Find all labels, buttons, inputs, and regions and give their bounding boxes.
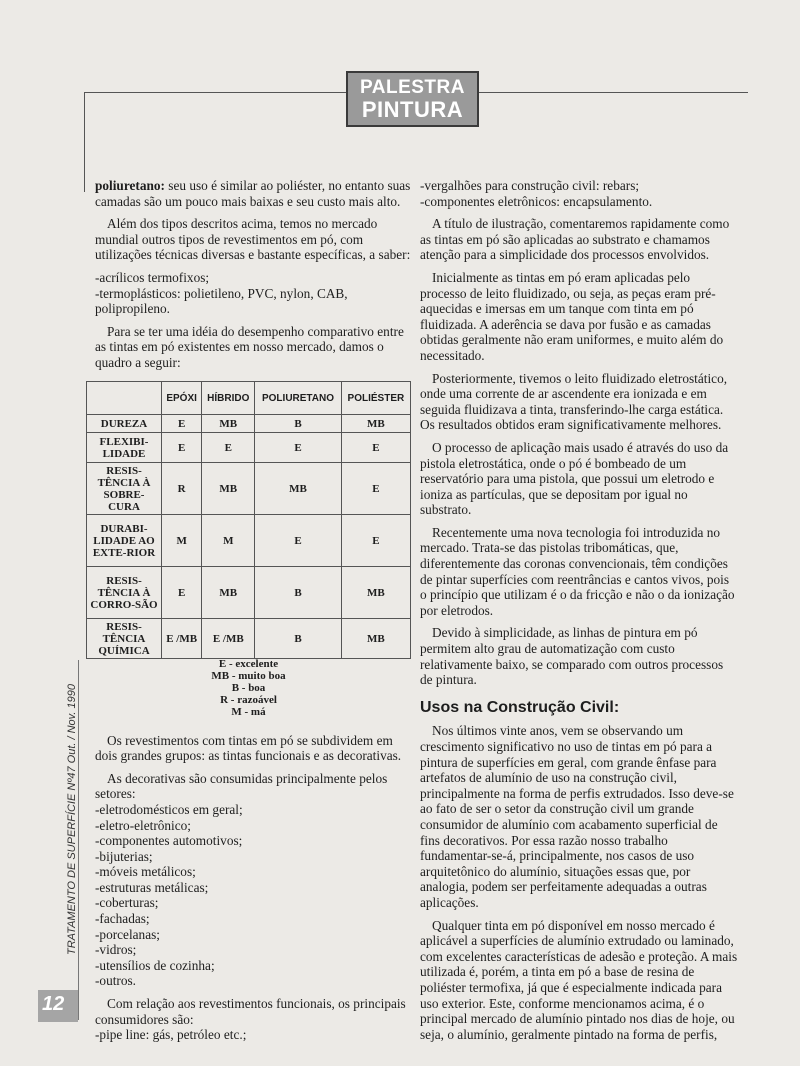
- legend-item: R - razoável: [220, 694, 277, 706]
- table-row: [87, 415, 411, 433]
- paragraph: Os revestimentos com tintas em pó se subdividem em dois grandes grupos: as tintas funcionais e as decorativas.: [95, 732, 402, 764]
- table-cell: M: [162, 515, 202, 567]
- table-cell: MB: [202, 567, 255, 619]
- table-header-row: [87, 382, 411, 415]
- list-item: -estruturas metálicas;: [95, 879, 209, 895]
- paragraph: A título de ilustração, comentaremos rapidamente como as tintas em pó são aplicadas ao substrato e chamamos atenção para a simplicidade dos processos envolvidos.: [420, 216, 730, 263]
- paragraph: Qualquer tinta em pó disponível em nosso mercado é aplicável a superfícies de alumínio extrudado ou laminado, com excelentes características de adesão e proteção. A mais utilizada é, porém, a tinta em pó a base de resina de poliéster termofixa, já que é especialmente indicada para uso exterior. Este, conforme mencionamos acima, é o principal mercado de alumínio pintado nos dias de hoje, ou seja, o alumínio, geralmente pintado na forma de perfis,: [420, 917, 738, 1042]
- table-cell: MB: [341, 619, 410, 659]
- table-cell: B: [255, 619, 341, 659]
- table-cell: E: [162, 415, 202, 433]
- row-header: RESIS-TÊNCIA À SOBRE-CURA: [87, 463, 162, 515]
- section-tag-line2: PINTURA: [361, 97, 464, 122]
- table-cell: E: [341, 463, 410, 515]
- paragraph: Recentemente uma nova tecnologia foi introduzida no mercado. Trata-se das pistolas tribomáticas, que, diferentemente das coronas convencionais, têm condições de pintar superfícies com reentrâncias e cantos vivos, pois o princípio que utilizam é o da fricção e não o da ionização por eletrodos.: [420, 524, 735, 618]
- table-row: [87, 619, 411, 659]
- table-cell: R: [162, 463, 202, 515]
- paragraph: Posteriormente, tivemos o leito fluidizado eletrostático, onde uma corrente de ar ascendente era ionizada e em seguida fluidizava a tinta, transferindo-lhe carga estática. Os resultados obtidos eram significativamente melhores.: [420, 370, 728, 433]
- paragraph: Com relação aos revestimentos funcionais, os principais consumidores são:: [95, 996, 406, 1027]
- list-item: -pipe line: gás, petróleo etc.;: [95, 1027, 247, 1043]
- table-cell: MB: [202, 415, 255, 433]
- list-item: -eletro-eletrônico;: [95, 817, 191, 833]
- row-header: RESIS-TÊNCIA À CORRO-SÃO: [87, 567, 162, 619]
- table-cell: E: [341, 433, 410, 463]
- table-cell: E: [202, 433, 255, 463]
- list-item: -utensílios de cozinha;: [95, 957, 215, 973]
- list-item: -porcelanas;: [95, 926, 160, 942]
- publication-label: TRATAMENTO DE SUPERFÍCIE Nº47 Out. / Nov. 1990: [66, 684, 78, 955]
- list-item: -vergalhões para construção civil: rebars;: [420, 178, 640, 193]
- table-cell: MB: [202, 463, 255, 515]
- sector-list: [95, 802, 413, 989]
- table-cell: E: [162, 567, 202, 619]
- table-cell: M: [202, 515, 255, 567]
- paragraph: Para se ter uma idéia do desempenho comparativo entre as tintas em pó existentes em nosso mercado, damos o quadro a seguir:: [95, 323, 404, 370]
- section-heading: Usos na Construção Civil:: [420, 698, 620, 716]
- header-rule-left: [84, 92, 85, 192]
- table-row: [87, 567, 411, 619]
- row-header: RESIS-TÊNCIA QUÍMICA: [87, 619, 162, 659]
- list-item: -eletrodomésticos em geral;: [95, 801, 243, 817]
- paragraph: Inicialmente as tintas em pó eram aplicadas pelo processo de leito fluidizado, ou seja, as peças eram pré-aquecidas e imersas em um tanque com tinta em pó fluidizada. A aderência se dava por fusão e as camadas obtidas geralmente não eram uniformes, e muito além do necessitado.: [420, 269, 724, 363]
- table-cell: E /MB: [202, 619, 255, 659]
- paragraph: Nos últimos vinte anos, vem se observando um crescimento significativo no uso de tintas em pó para a pintura de superfícies em geral, com grande ênfase para artefatos de alumínio de uso na construção civil, principalmente na forma de perfis extrudados. Isso deve-se ao fato de ser o setor da construção civil um grande consumidor de alumínio com acabamento superficial de fins decorativos. Por essa razão nosso trabalho fundamentar-se-á, principalmente, nos casos de uso arquitetônico do alumínio, situações essas que, por analogia, podem ser perfeitamente adequadas a outras aplicações.: [420, 723, 734, 910]
- table-row: [87, 515, 411, 567]
- paragraph: As decorativas são consumidas principalmente pelos setores:: [95, 770, 388, 802]
- table-row: [87, 463, 411, 515]
- list-item: -fachadas;: [95, 911, 150, 927]
- row-header: DUREZA: [87, 415, 162, 433]
- column-header: HÍBRIDO: [202, 382, 255, 415]
- row-header: FLEXIBI-LIDADE: [87, 433, 162, 463]
- row-header: DURABI-LIDADE AO EXTE-RIOR: [87, 515, 162, 567]
- list-item: -vidros;: [95, 942, 137, 958]
- table-legend: [86, 658, 411, 718]
- comparison-table: [86, 381, 411, 659]
- table-cell: MB: [255, 463, 341, 515]
- list-item: -outros.: [95, 973, 136, 989]
- list-item: -móveis metálicos;: [95, 864, 196, 880]
- table-cell: B: [255, 415, 341, 433]
- column-header: EPÓXI: [162, 382, 202, 415]
- intro-term: poliuretano:: [95, 178, 165, 193]
- column-header: POLIÉSTER: [341, 382, 410, 415]
- intro-text: seu uso é similar ao poliéster, no entanto suas camadas são um pouco mais baixas e seu custo mais alto.: [95, 178, 411, 209]
- column-header: POLIURETANO: [255, 382, 341, 415]
- paragraph: Devido à simplicidade, as linhas de pintura em pó permitem alto grau de automatização com custo relativamente baixo, se comparado com outros processos de pintura.: [420, 625, 724, 688]
- table-cell: E: [255, 515, 341, 567]
- legend-item: M - má: [231, 706, 266, 718]
- paragraph: Além dos tipos descritos acima, temos no mercado mundial outros tipos de revestimentos em pó, com utilizações técnicas diversas e bastante específicas, a saber:: [95, 216, 411, 263]
- legend-item: E - excelente: [218, 658, 279, 670]
- table-corner: [87, 382, 162, 415]
- list-item: -acrílicos termofixos;: [95, 269, 210, 285]
- table-cell: E: [341, 515, 410, 567]
- list-item: -componentes automotivos;: [95, 833, 243, 849]
- section-tag-line1: PALESTRA: [360, 77, 465, 98]
- table-cell: MB: [341, 567, 410, 619]
- table-cell: E: [255, 433, 341, 463]
- intro-paragraph: [95, 178, 413, 209]
- page-number: 12: [42, 993, 65, 1015]
- right-column: [420, 178, 738, 1049]
- list-item: -coberturas;: [95, 895, 159, 911]
- legend-item: MB - muito boa: [211, 670, 286, 682]
- table-row: [87, 433, 411, 463]
- list-item: -componentes eletrônicos: encapsulamento.: [420, 193, 653, 209]
- table-cell: MB: [341, 415, 410, 433]
- legend-item: B - boa: [231, 682, 266, 694]
- table-cell: B: [255, 567, 341, 619]
- table-cell: E: [162, 433, 202, 463]
- list-item: -bijuterias;: [95, 848, 153, 864]
- paragraph: O processo de aplicação mais usado é através do uso da pistola eletrostática, onde o pó é bombeado de um reservatório para uma pistola, que possui um eletrodo e ioniza as partículas, que se depositam por igual no substrato.: [420, 439, 729, 518]
- list-item: -termoplásticos: polietileno, PVC, nylon, CAB, polipropileno.: [95, 285, 348, 317]
- table-cell: E /MB: [162, 619, 202, 659]
- section-tag: [346, 71, 479, 127]
- margin-rule: [78, 660, 79, 1020]
